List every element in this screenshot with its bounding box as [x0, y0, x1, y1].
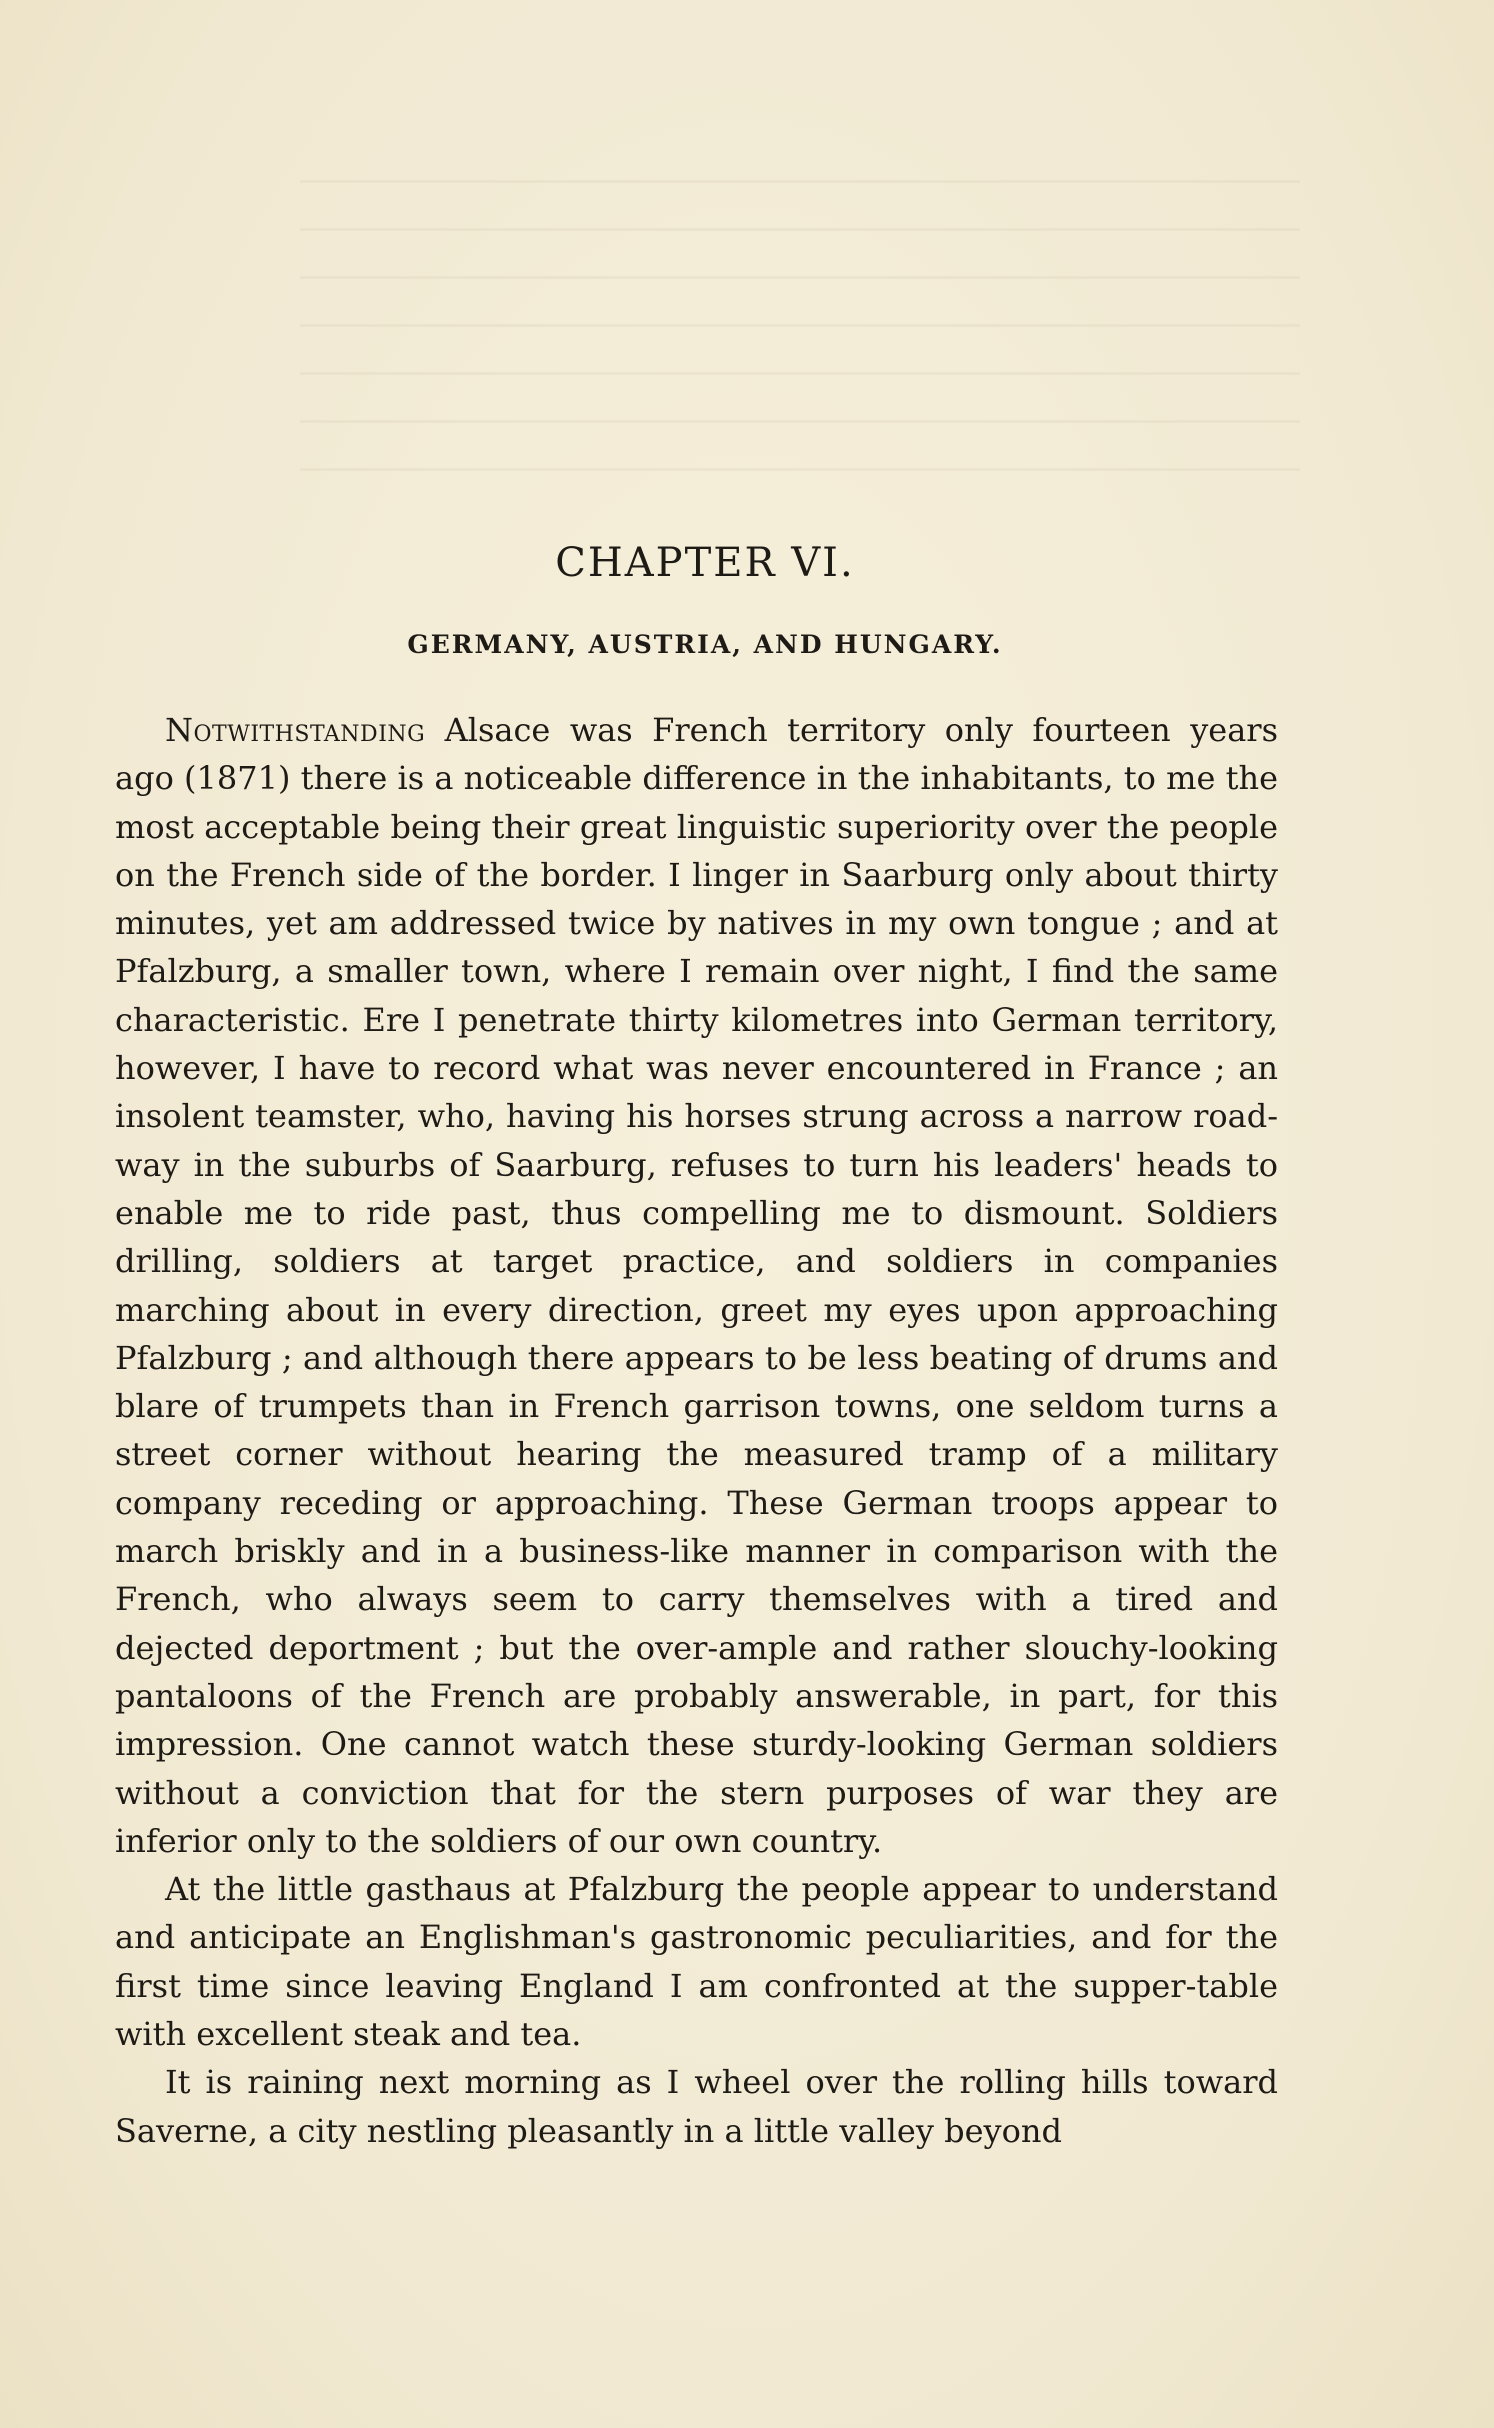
show-through-text	[300, 180, 1300, 510]
paragraph	[115, 706, 1278, 1865]
paragraph-text: It is raining next morning as I wheel over the rolling hills toward Saverne, a city nestling pleasantly in a little valley beyond	[115, 2063, 1278, 2150]
chapter-title: CHAPTER VI.	[555, 540, 855, 586]
paragraph	[115, 1865, 1278, 2058]
paragraph-text: Alsace was French territory only fourteen years ago (1871) there is a noticeable difference in the inhabitants, to me the most acceptable being their great linguistic superiority over the people on the French side of the border. I linger in Saarburg only about thirty minutes, yet am addressed twice by natives in my own tongue ; and at Pfalzburg, a smaller town, where I remain over night, I find the same characteristic. Ere I penetrate thirty kilometres into German territory, however, I have to record what was never encountered in France ; an insolent teamster, who, having his horses strung across a narrow road-way in the suburbs of Saarburg, refuses to turn his leaders' heads to enable me to ride past, thus compelling me to dismount. Soldiers drilling, soldiers at target practice, and soldiers in companies marching about in every direction, greet my eyes upon approaching Pfalzburg ; and although there appears to be less beating of drums and blare of trumpets than in French garrison towns, one seldom turns a street corner without hearing the measured tramp of a military company receding or approaching. These German troops appear to march briskly and in a business-like manner in comparison with the French, who always seem to carry themselves with a tired and dejected deportment ; but the over-ample and rather slouchy-looking pantaloons of the French are probably answerable, in part, for this impression. One cannot watch these sturdy-looking German soldiers without a conviction that for the stern purposes of war they are inferior only to the soldiers of our own country.	[115, 711, 1278, 1860]
paragraph-text: At the little gasthaus at Pfalzburg the people appear to understand and anticipate an Englishman's gastronomic peculiarities, and for the first time since leaving England I am confronted at the supper-table with excellent steak and tea.	[115, 1870, 1278, 2054]
paragraph-lead: Notwithstanding	[165, 711, 426, 749]
body-text	[115, 706, 1278, 2155]
chapter-subtitle: GERMANY, AUSTRIA, AND HUNGARY.	[407, 630, 1003, 659]
paragraph	[115, 2058, 1278, 2155]
